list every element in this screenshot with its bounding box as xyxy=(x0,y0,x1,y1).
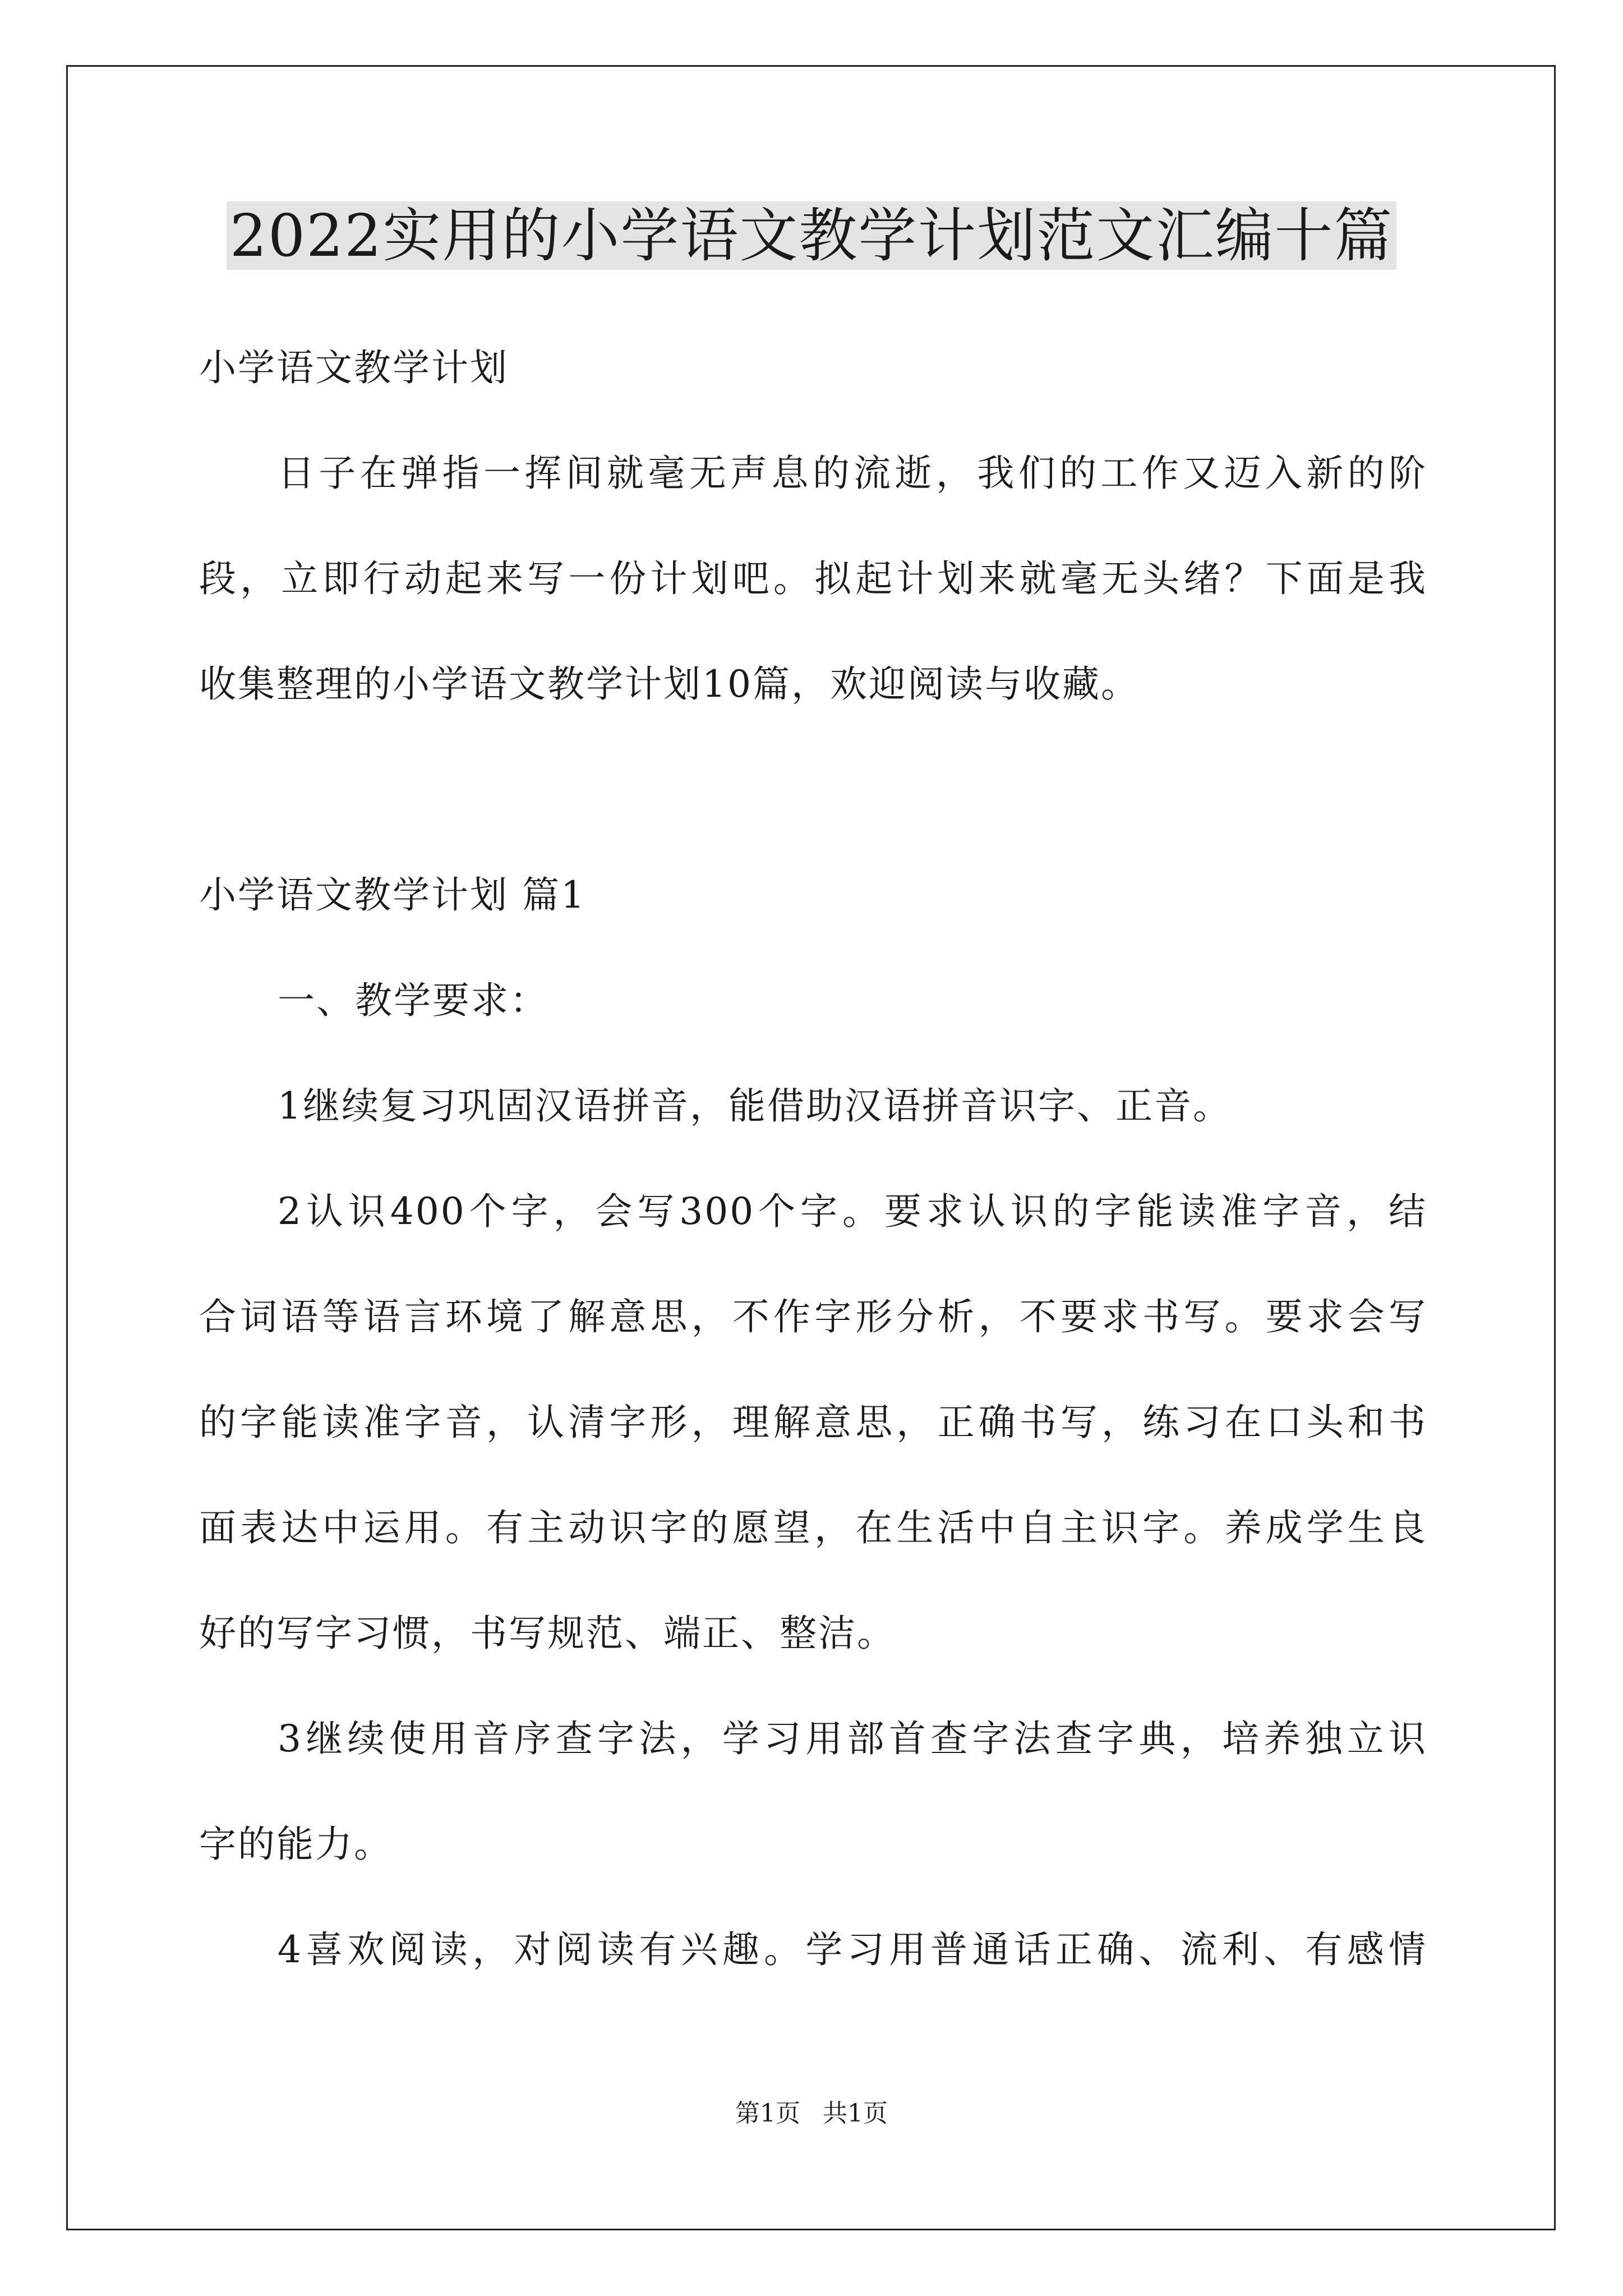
paragraph-line: 合词语等语言环境了解意思，不作字形分析，不要求书写。要求会写 xyxy=(199,1295,1427,1338)
paragraph-line: 1继续复习巩固汉语拼音，能借助汉语拼音识字、正音。 xyxy=(278,1084,1232,1128)
paragraph-line: 3继续使用音序查字法，学习用部首查字法查字典，培养独立识 xyxy=(278,1717,1427,1760)
paragraph-line: 一、教学要求： xyxy=(278,979,548,1022)
page-footer xyxy=(0,2097,1623,2131)
blank-line xyxy=(199,737,1427,843)
paragraph-line: 2认识400个字，会写300个字。要求认识的字能读准字音，结 xyxy=(278,1190,1427,1233)
paragraph-line: 面表达中运用。有主动识字的愿望，在生活中自主识字。养成学生良 xyxy=(199,1506,1427,1549)
paragraph-line: 段，立即行动起来写一份计划吧。拟起计划来就毫无头绪？下面是我 xyxy=(199,557,1427,600)
paragraph-line: 日子在弹指一挥间就毫无声息的流逝，我们的工作又迈入新的阶 xyxy=(278,452,1427,495)
page-number: 第1页 xyxy=(735,2099,800,2128)
page-total: 共1页 xyxy=(823,2099,888,2128)
section-heading: 小学语文教学计划 xyxy=(199,346,509,389)
paragraph-line: 4喜欢阅读，对阅读有兴趣。学习用普通话正确、流利、有感情 xyxy=(278,1928,1427,1971)
document-body xyxy=(199,315,1427,2003)
title-text: 2022实用的小学语文教学计划范文汇编十篇 xyxy=(227,201,1397,270)
paragraph-line: 收集整理的小学语文教学计划10篇，欢迎阅读与收藏。 xyxy=(199,662,1140,706)
section-heading: 小学语文教学计划 篇1 xyxy=(199,873,586,917)
paragraph-line: 的字能读准字音，认清字形，理解意思，正确书写，练习在口头和书 xyxy=(199,1401,1427,1444)
paragraph-line: 好的写字习惯，书写规范、端正、整洁。 xyxy=(199,1612,896,1655)
paragraph-line: 字的能力。 xyxy=(199,1823,393,1866)
document-title xyxy=(0,196,1623,275)
